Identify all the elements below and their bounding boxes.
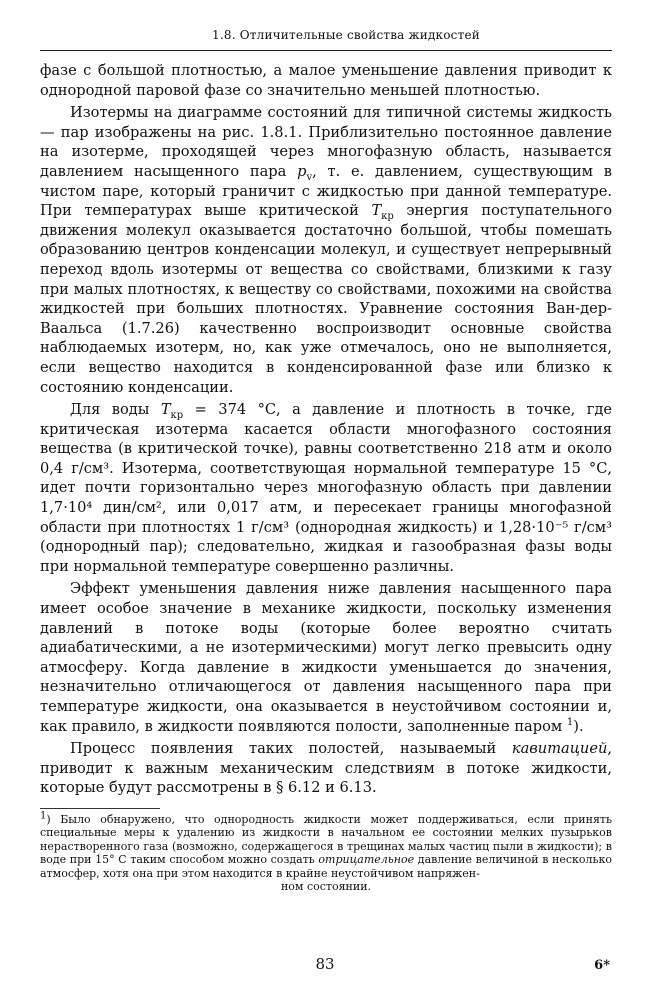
footnote-ref[interactable]: 1 — [566, 716, 574, 728]
emphasis-cavitation: кавитацией — [511, 740, 608, 758]
paragraph-2: Изотермы на диаграмме состояний для типичной системы жидкость — пар изображены на рис. 1.8.1. Приблизительно постоянное давление на изотерме, проходящей через многофазную область, называется давлением насыщенного пара $p_v$, т. е. давлением, существующим в чистом паре, который граничит с жидкостью при данной температуре. При температурах выше критической $T_{кр}$ энергия поступательного движения молекул оказывается достаточно большой, чтобы помешать образованию центров конденсации молекул, и существует непрерывный переход вдоль изотермы от вещества со свойствами, близкими к газу при малых плотностях, к веществу со свойствами, похожими на свойства жидкостей при больших плотностях. Уравнение состояния Ван-дер-Ваальса (1.7.26) качественно воспроизводит основные свойства наблюдаемых изотерм, но, как уже отмечалось, оно не выполняется, если вещество находится в конденсированной фазе или близко к состоянию конденсации. — [40, 104, 612, 396]
symbol-t: T — [371, 202, 382, 220]
footnote: $^1$) Было обнаружено, что однородность жидкости может поддерживаться, если принять специальные меры к удалению из жидкости в начальном ее состоянии мелких пузырьков нерастворенного газа (возможно, содержащегося в трещинах малых частиц пыли в жидкости); в воде при 15° С таким способом можно создать отрицательное давление величиной в несколько атмосфер, хотя она при этом находится в крайне неустойчивом напряжен- ном состоянии. — [40, 810, 613, 893]
footnote-last-line: ном состоянии. — [280, 880, 372, 893]
header-rule — [40, 50, 612, 51]
footnote-marker: 1 — [40, 810, 47, 822]
printer-signature: 6* — [594, 958, 610, 973]
paragraph-4: Эффект уменьшения давления ниже давления насыщенного пара имеет особое значение в механике жидкости, поскольку изменения давлений в потоке воды (которые более вероятно считать адиабатическими, а не изотермическими) могут легко превысить одну атмосферу. Когда давление в жидкости уменьшается до значения, незначительно отличающегося от давления насыщенного пара при температуре жидкости, она оказывается в неустойчивом состоянии и, как правило, в жидкости появляются полости, заполненные паром $^1$). — [40, 580, 612, 735]
paragraph-5: Процесс появления таких полостей, называемый кавитацией, приводит к важным механическим следствиям в потоке жидкости, которые будут рассмотрены в § 6.12 и 6.13. — [40, 740, 612, 797]
footnote-emphasis: отрицательное — [318, 853, 415, 867]
body-text — [40, 61, 612, 798]
symbol-p: p — [297, 162, 307, 180]
paragraph-3: Для воды $T_{кр} = 374$ °С, а давление и плотность в точке, где критическая изотерма касается области многофазного состояния вещества (в критической точке), равны соответственно 218 атм и около 0,4 г/см³. Изотерма, соответствующая нормальной температуре 15 °С, идет почти горизонтально через многофазную область при давлении 1,7·10⁴ дин/см², или 0,017 атм, и пересекает границы многофазной области при плотностях 1 г/см³ (однородная жидкость) и 1,28·10⁻⁵ г/см³ (однородный пар); следовательно, жидкая и газообразная фазы воды при нормальной температуре совершенно различны. — [40, 401, 612, 575]
page-number: 83 — [315, 955, 335, 973]
footnote-rule — [40, 808, 160, 809]
running-head: 1.8. Отличительные свойства жидкостей — [212, 28, 480, 42]
subscript-kr: кр — [170, 410, 184, 421]
symbol-t: T — [160, 401, 171, 419]
subscript-v: v — [306, 171, 313, 183]
paragraph-1: фазе с большой плотностью, а малое уменьшение давления приводит к однородной паровой фазе со значительно меньшей плотностью. — [40, 62, 612, 99]
page — [40, 28, 612, 893]
subscript-kr: кр — [381, 211, 394, 223]
